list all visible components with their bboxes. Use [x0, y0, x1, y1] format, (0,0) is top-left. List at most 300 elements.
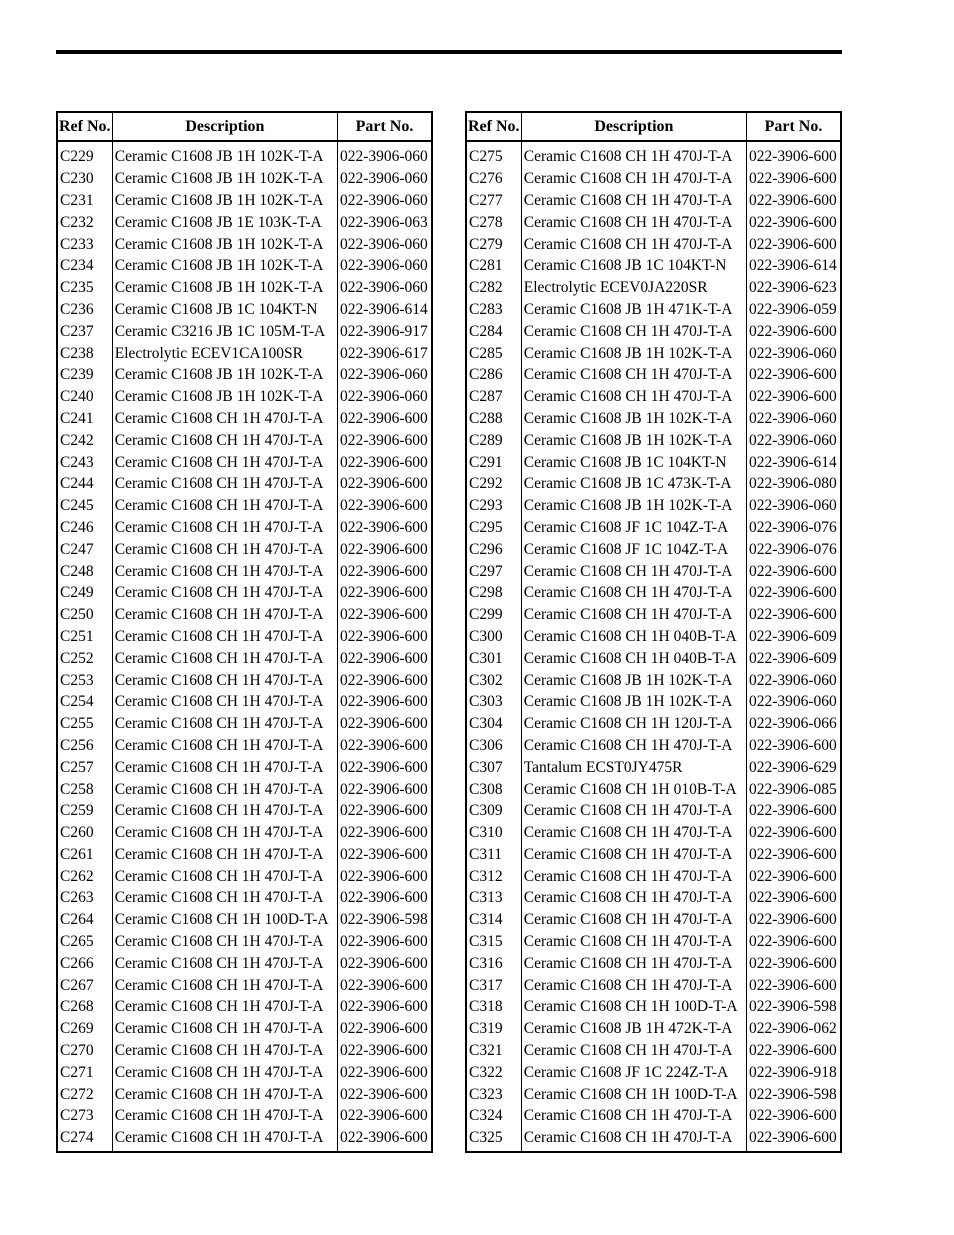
- ref-no-cell: C318: [469, 998, 503, 1016]
- ref-no-cell: C261: [60, 845, 94, 863]
- table-row: [57, 691, 432, 713]
- ref-no-cell: C253: [60, 671, 94, 689]
- table-row: [57, 386, 432, 408]
- description-cell: Ceramic C1608 CH 1H 470J-T-A: [521, 1040, 746, 1062]
- ref-no-cell: C251: [60, 627, 94, 645]
- description-cell: Ceramic C1608 CH 1H 470J-T-A: [112, 669, 337, 691]
- description-cell: Ceramic C1608 CH 1H 470J-T-A: [112, 582, 337, 604]
- description-cell: Ceramic C1608 CH 1H 470J-T-A: [112, 626, 337, 648]
- table-row: [57, 560, 432, 582]
- part-no-cell: 022-3906-600: [337, 517, 432, 539]
- table-row: [57, 1105, 432, 1127]
- table-row: [57, 844, 432, 866]
- part-no-cell: 022-3906-600: [337, 844, 432, 866]
- ref-no-cell: C258: [60, 780, 94, 798]
- part-no-cell: 022-3906-598: [746, 1083, 841, 1105]
- part-no-cell: 022-3906-600: [746, 909, 841, 931]
- part-no-cell: 022-3906-600: [746, 735, 841, 757]
- ref-no-cell: C237: [60, 322, 94, 340]
- ref-no-cell: C239: [60, 366, 94, 384]
- description-cell: Ceramic C1608 CH 1H 470J-T-A: [112, 713, 337, 735]
- description-cell: Ceramic C1608 JB 1H 102K-T-A: [112, 386, 337, 408]
- ref-no-cell: C296: [469, 540, 503, 558]
- part-no-cell: 022-3906-076: [746, 538, 841, 560]
- description-cell: Ceramic C1608 JB 1H 102K-T-A: [112, 277, 337, 299]
- description-cell: Ceramic C1608 CH 1H 470J-T-A: [521, 1127, 746, 1152]
- table-row: [466, 495, 841, 517]
- description-cell: Ceramic C1608 CH 1H 470J-T-A: [521, 1105, 746, 1127]
- ref-no-cell: C303: [469, 693, 503, 711]
- table-row: [57, 538, 432, 560]
- part-no-cell: 022-3906-600: [746, 1105, 841, 1127]
- table-row: [57, 364, 432, 386]
- description-cell: Ceramic C1608 CH 1H 470J-T-A: [112, 996, 337, 1018]
- description-cell: Ceramic C1608 CH 1H 470J-T-A: [112, 1040, 337, 1062]
- ref-no-cell: C285: [469, 344, 503, 362]
- table-row: [466, 408, 841, 430]
- part-no-cell: 022-3906-600: [337, 451, 432, 473]
- table-row: [57, 1083, 432, 1105]
- part-no-cell: 022-3906-600: [746, 1127, 841, 1152]
- ref-no-cell: C234: [60, 257, 94, 275]
- description-cell: Ceramic C1608 CH 1H 470J-T-A: [112, 1083, 337, 1105]
- table-row: [57, 342, 432, 364]
- parts-table-body: [57, 141, 432, 1152]
- table-row: [57, 1061, 432, 1083]
- table-row: [466, 931, 841, 953]
- table-row: [466, 952, 841, 974]
- part-no-cell: 022-3906-600: [337, 1061, 432, 1083]
- ref-no-cell: C270: [60, 1042, 94, 1060]
- table-row: [57, 865, 432, 887]
- part-no-cell: 022-3906-600: [746, 974, 841, 996]
- part-no-cell: 022-3906-600: [337, 1105, 432, 1127]
- part-no-cell: 022-3906-600: [337, 735, 432, 757]
- part-no-cell: 022-3906-600: [337, 1127, 432, 1152]
- description-cell: Ceramic C1608 CH 1H 470J-T-A: [112, 495, 337, 517]
- description-cell: Ceramic C1608 JB 1H 472K-T-A: [521, 1018, 746, 1040]
- description-cell: Ceramic C1608 CH 1H 470J-T-A: [112, 408, 337, 430]
- part-no-cell: 022-3906-600: [746, 604, 841, 626]
- part-no-cell: 022-3906-614: [746, 255, 841, 277]
- ref-no-cell: C262: [60, 867, 94, 885]
- ref-no-cell: C268: [60, 998, 94, 1016]
- part-no-cell: 022-3906-085: [746, 778, 841, 800]
- header-row: [466, 112, 841, 141]
- table-row: [57, 582, 432, 604]
- table-row: [57, 1127, 432, 1152]
- part-no-cell: 022-3906-600: [337, 1018, 432, 1040]
- description-cell: Ceramic C1608 CH 1H 470J-T-A: [112, 756, 337, 778]
- ref-no-cell: C233: [60, 235, 94, 253]
- table-row: [466, 1040, 841, 1062]
- ref-no-cell: C297: [469, 562, 503, 580]
- part-no-cell: 022-3906-600: [337, 778, 432, 800]
- description-cell: Ceramic C1608 CH 1H 470J-T-A: [521, 887, 746, 909]
- ref-no-cell: C236: [60, 300, 94, 318]
- ref-no-cell: C245: [60, 497, 94, 515]
- part-no-cell: 022-3906-060: [746, 342, 841, 364]
- table-row: [466, 190, 841, 212]
- table-row: [466, 669, 841, 691]
- ref-no-cell: C264: [60, 911, 94, 929]
- ref-no-cell: C301: [469, 649, 503, 667]
- description-cell: Ceramic C1608 JB 1H 102K-T-A: [521, 408, 746, 430]
- part-no-cell: 022-3906-600: [746, 320, 841, 342]
- ref-no-cell: C254: [60, 693, 94, 711]
- part-no-cell: 022-3906-600: [337, 865, 432, 887]
- part-no-cell: 022-3906-060: [746, 691, 841, 713]
- description-cell: Ceramic C1608 JB 1H 102K-T-A: [521, 342, 746, 364]
- part-no-cell: 022-3906-600: [746, 211, 841, 233]
- table-row: [466, 277, 841, 299]
- ref-no-cell: C246: [60, 518, 94, 536]
- description-cell: Ceramic C1608 CH 1H 470J-T-A: [521, 364, 746, 386]
- table-row: [57, 495, 432, 517]
- description-cell: Ceramic C1608 CH 1H 470J-T-A: [112, 1018, 337, 1040]
- part-no-cell: 022-3906-600: [337, 582, 432, 604]
- table-row: [466, 647, 841, 669]
- table-row: [466, 451, 841, 473]
- ref-no-cell: C243: [60, 453, 94, 471]
- ref-no-cell: C317: [469, 976, 503, 994]
- part-no-cell: 022-3906-600: [746, 233, 841, 255]
- description-cell: Ceramic C1608 JB 1E 103K-T-A: [112, 211, 337, 233]
- part-no-cell: 022-3906-060: [337, 364, 432, 386]
- ref-no-cell: C288: [469, 409, 503, 427]
- description-cell: Electrolytic ECEV0JA220SR: [521, 277, 746, 299]
- part-no-cell: 022-3906-614: [746, 451, 841, 473]
- ref-no-cell: C302: [469, 671, 503, 689]
- ref-no-cell: C267: [60, 976, 94, 994]
- part-no-cell: 022-3906-600: [337, 495, 432, 517]
- table-row: [57, 931, 432, 953]
- ref-no-cell: C282: [469, 279, 503, 297]
- ref-no-cell: C277: [469, 191, 503, 209]
- part-no-cell: 022-3906-076: [746, 517, 841, 539]
- description-cell: Ceramic C1608 CH 1H 470J-T-A: [112, 952, 337, 974]
- part-no-cell: 022-3906-600: [337, 952, 432, 974]
- ref-no-cell: C324: [469, 1107, 503, 1125]
- description-cell: Ceramic C1608 CH 1H 470J-T-A: [521, 931, 746, 953]
- ref-no-cell: C259: [60, 802, 94, 820]
- description-cell: Ceramic C1608 CH 1H 470J-T-A: [521, 952, 746, 974]
- table-row: [466, 713, 841, 735]
- description-cell: Ceramic C1608 CH 1H 470J-T-A: [521, 560, 746, 582]
- description-cell: Ceramic C1608 CH 1H 470J-T-A: [112, 604, 337, 626]
- part-no-cell: 022-3906-600: [337, 713, 432, 735]
- ref-no-cell: C315: [469, 933, 503, 951]
- part-no-cell: 022-3906-600: [337, 473, 432, 495]
- table-row: [57, 141, 432, 168]
- table-row: [466, 604, 841, 626]
- part-no-cell: 022-3906-600: [746, 190, 841, 212]
- ref-no-cell: C241: [60, 409, 94, 427]
- ref-no-cell: C310: [469, 824, 503, 842]
- table-row: [466, 822, 841, 844]
- ref-no-cell: C257: [60, 758, 94, 776]
- ref-no-cell: C229: [60, 148, 94, 166]
- ref-no-cell: C276: [469, 170, 503, 188]
- description-cell: Ceramic C1608 CH 1H 100D-T-A: [521, 996, 746, 1018]
- table-row: [57, 887, 432, 909]
- table-row: [466, 342, 841, 364]
- part-no-cell: 022-3906-598: [337, 909, 432, 931]
- header-ref-no: Ref No.: [466, 112, 521, 141]
- ref-no-cell: C247: [60, 540, 94, 558]
- description-cell: Ceramic C1608 CH 1H 470J-T-A: [112, 1061, 337, 1083]
- part-no-cell: 022-3906-600: [337, 669, 432, 691]
- table-row: [466, 538, 841, 560]
- table-row: [466, 473, 841, 495]
- description-cell: Ceramic C1608 JB 1C 104KT-N: [521, 255, 746, 277]
- part-no-cell: 022-3906-066: [746, 713, 841, 735]
- part-no-cell: 022-3906-600: [337, 429, 432, 451]
- ref-no-cell: C265: [60, 933, 94, 951]
- table-row: [466, 168, 841, 190]
- table-row: [57, 168, 432, 190]
- description-cell: Ceramic C1608 JB 1C 473K-T-A: [521, 473, 746, 495]
- description-cell: Ceramic C1608 CH 1H 470J-T-A: [112, 429, 337, 451]
- part-no-cell: 022-3906-600: [746, 844, 841, 866]
- description-cell: Ceramic C1608 CH 1H 470J-T-A: [112, 647, 337, 669]
- part-no-cell: 022-3906-060: [337, 168, 432, 190]
- ref-no-cell: C298: [469, 584, 503, 602]
- description-cell: Ceramic C1608 CH 1H 470J-T-A: [112, 538, 337, 560]
- table-row: [466, 800, 841, 822]
- part-no-cell: 022-3906-600: [746, 865, 841, 887]
- part-no-cell: 022-3906-600: [746, 364, 841, 386]
- part-no-cell: 022-3906-600: [337, 822, 432, 844]
- part-no-cell: 022-3906-600: [746, 141, 841, 168]
- description-cell: Ceramic C1608 CH 1H 470J-T-A: [112, 844, 337, 866]
- description-cell: Ceramic C1608 CH 1H 470J-T-A: [112, 517, 337, 539]
- header-part-no: Part No.: [337, 112, 432, 141]
- ref-no-cell: C249: [60, 584, 94, 602]
- part-no-cell: 022-3906-063: [337, 211, 432, 233]
- part-no-cell: 022-3906-617: [337, 342, 432, 364]
- ref-no-cell: C281: [469, 257, 503, 275]
- ref-no-cell: C244: [60, 475, 94, 493]
- description-cell: Electrolytic ECEV1CA100SR: [112, 342, 337, 364]
- part-no-cell: 022-3906-600: [337, 996, 432, 1018]
- description-cell: Ceramic C1608 CH 1H 470J-T-A: [112, 451, 337, 473]
- description-cell: Ceramic C1608 CH 1H 470J-T-A: [521, 233, 746, 255]
- part-no-cell: 022-3906-609: [746, 626, 841, 648]
- ref-no-cell: C248: [60, 562, 94, 580]
- ref-no-cell: C289: [469, 431, 503, 449]
- ref-no-cell: C321: [469, 1042, 503, 1060]
- description-cell: Ceramic C1608 CH 1H 470J-T-A: [521, 320, 746, 342]
- ref-no-cell: C231: [60, 191, 94, 209]
- table-row: [466, 141, 841, 168]
- description-cell: Tantalum ECST0JY475R: [521, 756, 746, 778]
- ref-no-cell: C256: [60, 736, 94, 754]
- ref-no-cell: C299: [469, 606, 503, 624]
- ref-no-cell: C255: [60, 715, 94, 733]
- part-no-cell: 022-3906-600: [337, 756, 432, 778]
- table-row: [57, 1040, 432, 1062]
- ref-no-cell: C275: [469, 148, 503, 166]
- table-row: [57, 735, 432, 757]
- table-row: [57, 626, 432, 648]
- table-row: [466, 691, 841, 713]
- top-rule: [56, 50, 842, 54]
- part-no-cell: 022-3906-600: [746, 1040, 841, 1062]
- ref-no-cell: C232: [60, 213, 94, 231]
- table-row: [466, 626, 841, 648]
- ref-no-cell: C242: [60, 431, 94, 449]
- description-cell: Ceramic C1608 CH 1H 470J-T-A: [112, 735, 337, 757]
- ref-no-cell: C284: [469, 322, 503, 340]
- table-row: [466, 320, 841, 342]
- table-row: [57, 473, 432, 495]
- header-description: Description: [521, 112, 746, 141]
- table-row: [57, 277, 432, 299]
- part-no-cell: 022-3906-600: [746, 800, 841, 822]
- description-cell: Ceramic C1608 CH 1H 470J-T-A: [521, 974, 746, 996]
- ref-no-cell: C322: [469, 1063, 503, 1081]
- table-row: [466, 974, 841, 996]
- ref-no-cell: C238: [60, 344, 94, 362]
- ref-no-cell: C278: [469, 213, 503, 231]
- ref-no-cell: C319: [469, 1020, 503, 1038]
- table-row: [57, 429, 432, 451]
- ref-no-cell: C292: [469, 475, 503, 493]
- table-row: [57, 756, 432, 778]
- description-cell: Ceramic C1608 CH 1H 470J-T-A: [521, 909, 746, 931]
- description-cell: Ceramic C1608 CH 1H 470J-T-A: [112, 800, 337, 822]
- part-no-cell: 022-3906-060: [746, 408, 841, 430]
- description-cell: Ceramic C1608 CH 1H 470J-T-A: [112, 691, 337, 713]
- part-no-cell: 022-3906-600: [337, 1040, 432, 1062]
- part-no-cell: 022-3906-600: [337, 974, 432, 996]
- description-cell: Ceramic C1608 CH 1H 470J-T-A: [521, 141, 746, 168]
- part-no-cell: 022-3906-600: [337, 887, 432, 909]
- part-no-cell: 022-3906-614: [337, 299, 432, 321]
- ref-no-cell: C323: [469, 1085, 503, 1103]
- ref-no-cell: C304: [469, 715, 503, 733]
- ref-no-cell: C291: [469, 453, 503, 471]
- ref-no-cell: C311: [469, 845, 503, 863]
- ref-no-cell: C316: [469, 954, 503, 972]
- description-cell: Ceramic C1608 JB 1H 102K-T-A: [521, 495, 746, 517]
- table-row: [466, 364, 841, 386]
- part-no-cell: 022-3906-600: [746, 887, 841, 909]
- ref-no-cell: C313: [469, 889, 503, 907]
- table-row: [466, 1018, 841, 1040]
- description-cell: Ceramic C1608 CH 1H 470J-T-A: [521, 211, 746, 233]
- ref-no-cell: C314: [469, 911, 503, 929]
- part-no-cell: 022-3906-918: [746, 1061, 841, 1083]
- part-no-cell: 022-3906-629: [746, 756, 841, 778]
- table-row: [57, 408, 432, 430]
- part-no-cell: 022-3906-623: [746, 277, 841, 299]
- ref-no-cell: C309: [469, 802, 503, 820]
- ref-no-cell: C269: [60, 1020, 94, 1038]
- table-row: [57, 604, 432, 626]
- part-no-cell: 022-3906-600: [337, 1083, 432, 1105]
- description-cell: Ceramic C1608 JB 1H 102K-T-A: [521, 429, 746, 451]
- table-row: [466, 1083, 841, 1105]
- table-row: [57, 451, 432, 473]
- description-cell: Ceramic C1608 JB 1H 102K-T-A: [112, 168, 337, 190]
- description-cell: Ceramic C1608 CH 1H 470J-T-A: [112, 865, 337, 887]
- table-row: [466, 756, 841, 778]
- parts-table-right: [465, 111, 842, 1153]
- table-row: [466, 844, 841, 866]
- description-cell: Ceramic C1608 CH 1H 470J-T-A: [112, 974, 337, 996]
- part-no-cell: 022-3906-060: [746, 429, 841, 451]
- part-no-cell: 022-3906-600: [746, 952, 841, 974]
- part-no-cell: 022-3906-080: [746, 473, 841, 495]
- part-no-cell: 022-3906-600: [337, 408, 432, 430]
- table-row: [57, 647, 432, 669]
- table-row: [466, 778, 841, 800]
- part-no-cell: 022-3906-060: [337, 277, 432, 299]
- description-cell: Ceramic C1608 CH 1H 470J-T-A: [112, 1105, 337, 1127]
- table-row: [466, 233, 841, 255]
- description-cell: Ceramic C1608 CH 1H 470J-T-A: [112, 1127, 337, 1152]
- description-cell: Ceramic C1608 CH 1H 470J-T-A: [521, 844, 746, 866]
- ref-no-cell: C274: [60, 1129, 94, 1147]
- part-no-cell: 022-3906-059: [746, 299, 841, 321]
- description-cell: Ceramic C1608 CH 1H 100D-T-A: [521, 1083, 746, 1105]
- table-row: [57, 952, 432, 974]
- description-cell: Ceramic C1608 CH 1H 470J-T-A: [112, 931, 337, 953]
- ref-no-cell: C272: [60, 1085, 94, 1103]
- table-row: [466, 1105, 841, 1127]
- ref-no-cell: C279: [469, 235, 503, 253]
- table-row: [466, 865, 841, 887]
- table-row: [57, 320, 432, 342]
- header-description: Description: [112, 112, 337, 141]
- table-row: [57, 211, 432, 233]
- table-row: [57, 517, 432, 539]
- description-cell: Ceramic C1608 JB 1H 102K-T-A: [112, 364, 337, 386]
- ref-no-cell: C235: [60, 279, 94, 297]
- table-row: [466, 517, 841, 539]
- table-row: [466, 386, 841, 408]
- description-cell: Ceramic C1608 CH 1H 470J-T-A: [112, 887, 337, 909]
- ref-no-cell: C252: [60, 649, 94, 667]
- part-no-cell: 022-3906-598: [746, 996, 841, 1018]
- header-part-no: Part No.: [746, 112, 841, 141]
- table-row: [57, 1018, 432, 1040]
- description-cell: Ceramic C1608 CH 1H 040B-T-A: [521, 647, 746, 669]
- ref-no-cell: C260: [60, 824, 94, 842]
- parts-table-left: [56, 111, 433, 1153]
- ref-no-cell: C240: [60, 388, 94, 406]
- description-cell: Ceramic C1608 JB 1H 102K-T-A: [112, 141, 337, 168]
- ref-no-cell: C308: [469, 780, 503, 798]
- description-cell: Ceramic C1608 CH 1H 470J-T-A: [112, 822, 337, 844]
- table-row: [466, 735, 841, 757]
- part-no-cell: 022-3906-060: [746, 669, 841, 691]
- table-row: [57, 974, 432, 996]
- part-no-cell: 022-3906-060: [746, 495, 841, 517]
- description-cell: Ceramic C1608 JB 1H 102K-T-A: [521, 691, 746, 713]
- part-no-cell: 022-3906-600: [337, 626, 432, 648]
- description-cell: Ceramic C3216 JB 1C 105M-T-A: [112, 320, 337, 342]
- part-no-cell: 022-3906-600: [746, 168, 841, 190]
- ref-no-cell: C306: [469, 736, 503, 754]
- description-cell: Ceramic C1608 CH 1H 470J-T-A: [521, 190, 746, 212]
- description-cell: Ceramic C1608 CH 1H 040B-T-A: [521, 626, 746, 648]
- ref-no-cell: C287: [469, 388, 503, 406]
- part-no-cell: 022-3906-600: [746, 386, 841, 408]
- description-cell: Ceramic C1608 JF 1C 104Z-T-A: [521, 538, 746, 560]
